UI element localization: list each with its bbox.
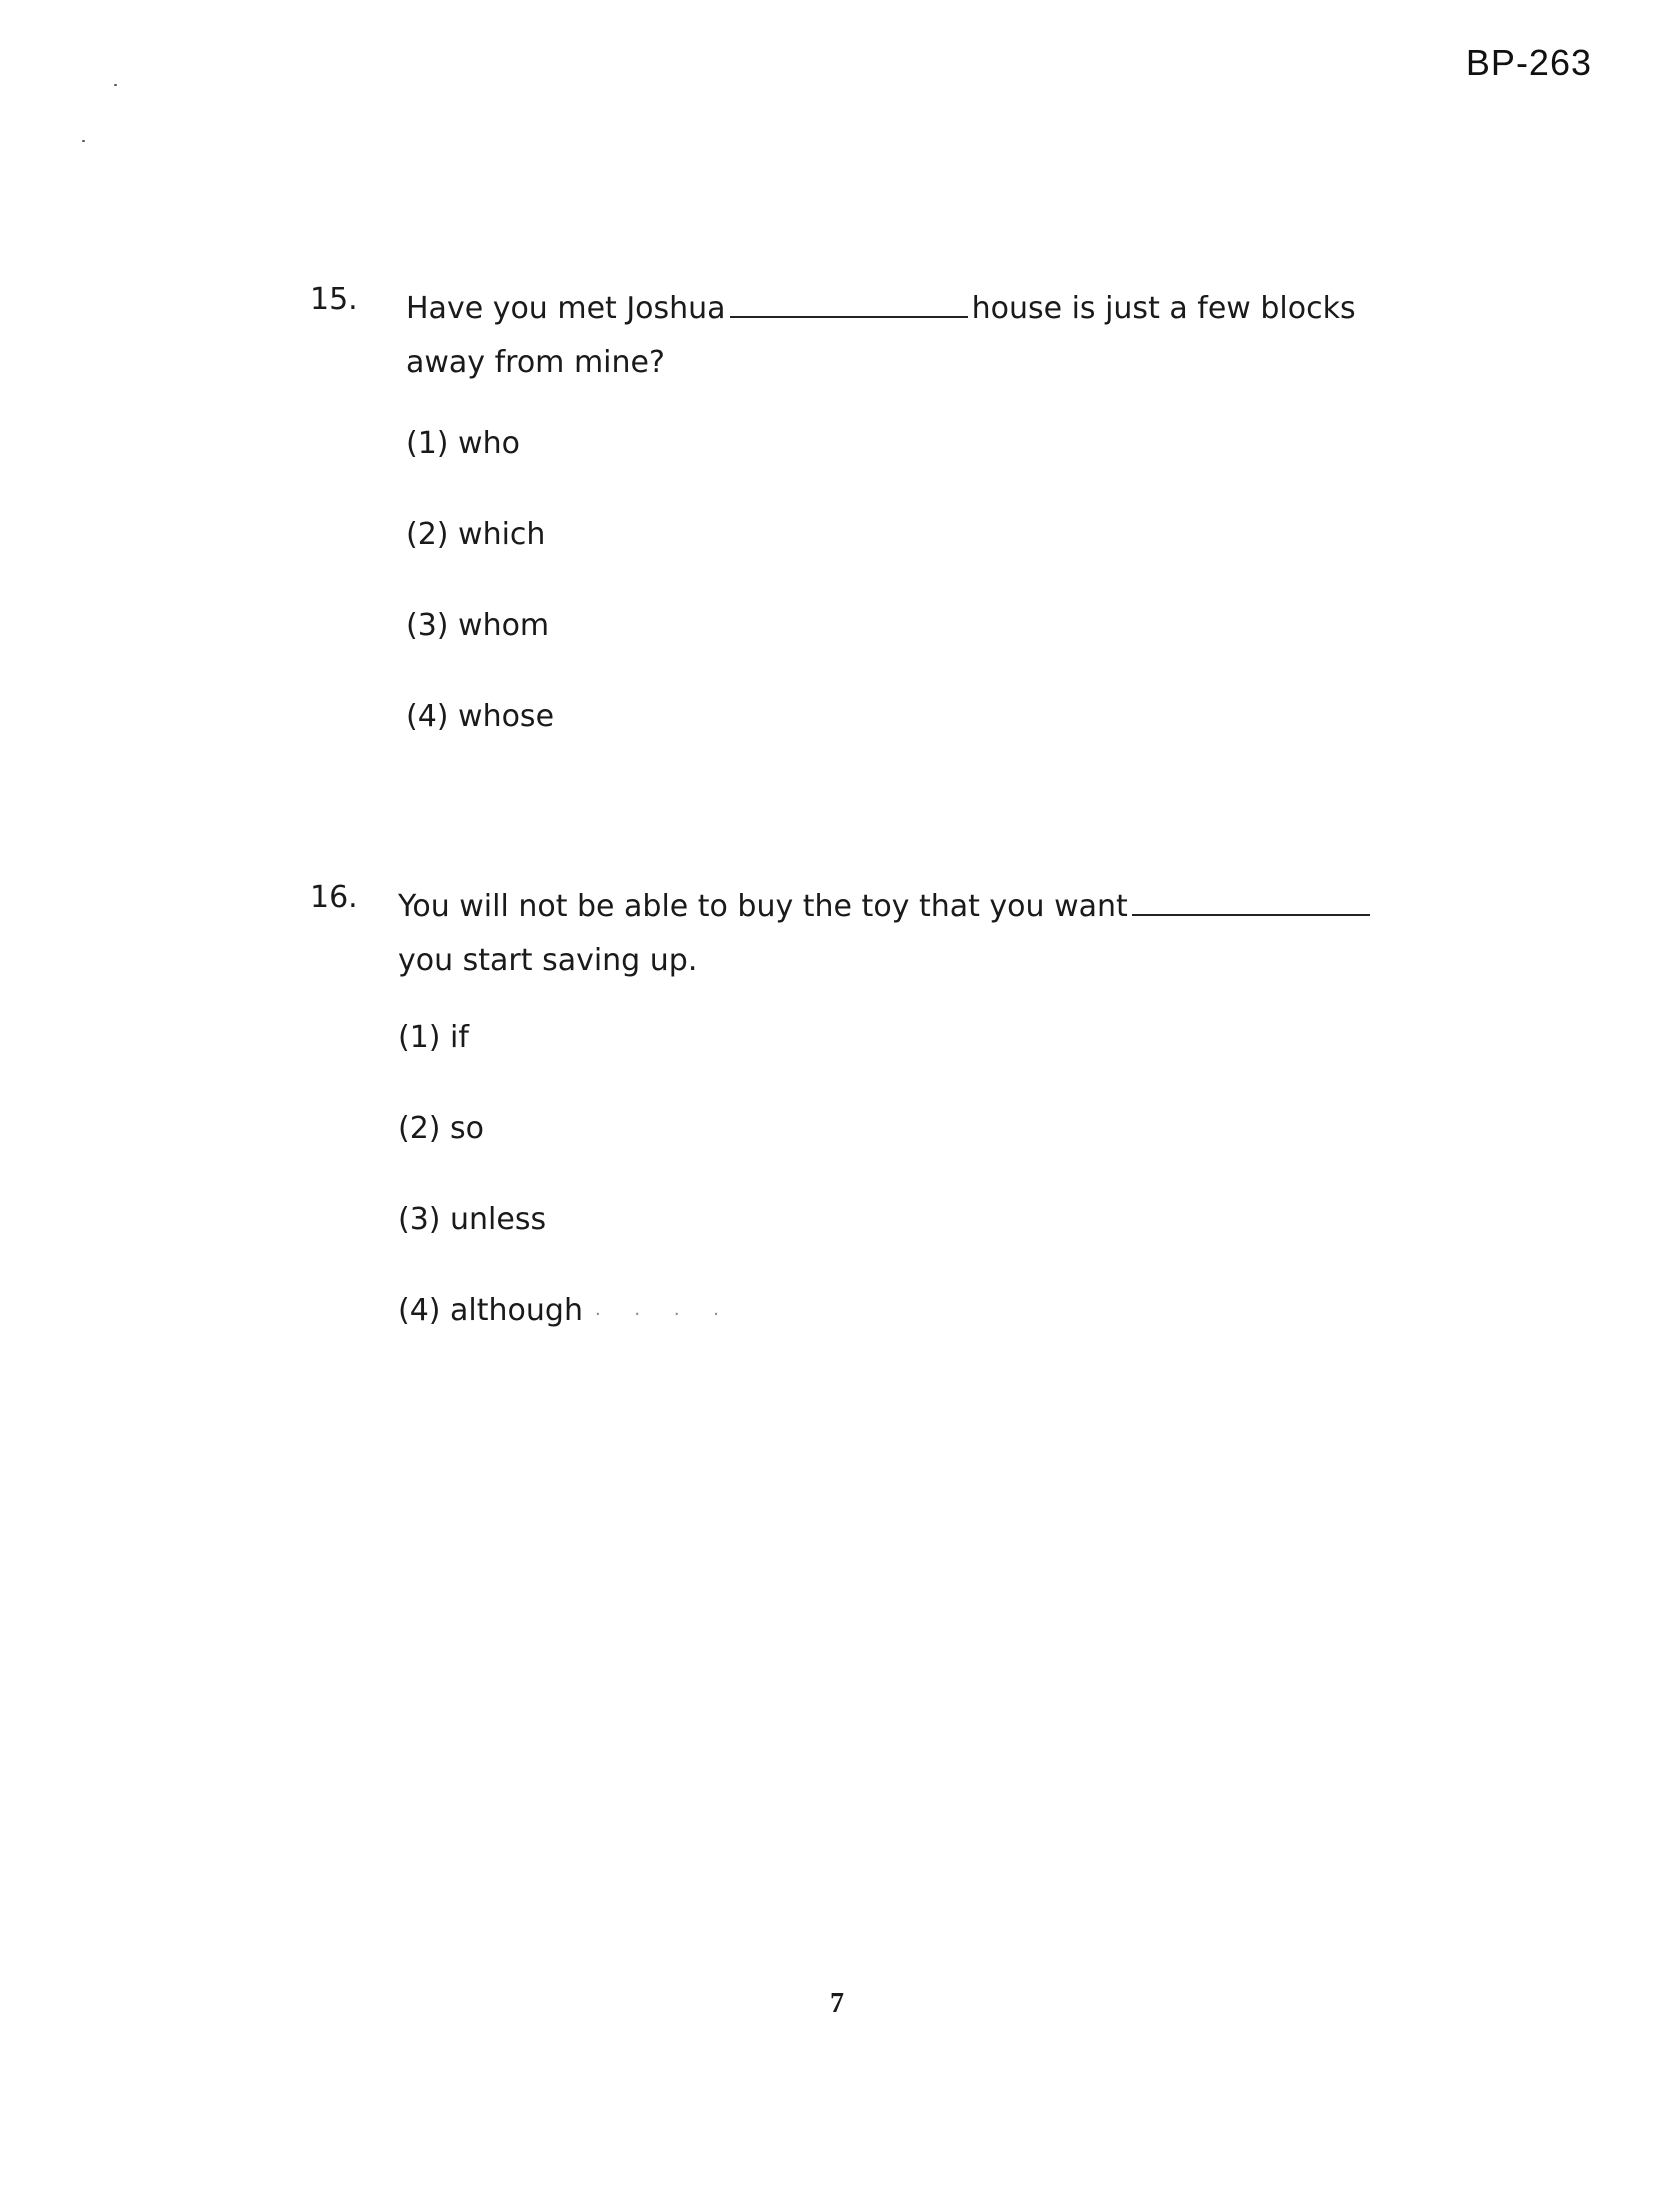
option-4: (4) whose [406,699,555,734]
option-1: (1) who [406,426,520,461]
answer-blank [1132,888,1370,916]
option-4-row [398,1291,733,1382]
option-3: (3) whom [406,608,550,643]
option-4: (4) although [398,1293,583,1328]
option-2: (2) which [406,517,546,552]
question-number: 15. [310,282,358,317]
option-2: (2) so [398,1111,485,1146]
question-text [406,282,1436,390]
document-code: BP-263 [1465,42,1592,83]
question-text-before: You will not be able to buy the toy that you want [398,889,1128,924]
answer-blank [730,290,968,318]
scan-speck [82,140,85,142]
option-3: (3) unless [398,1202,547,1237]
question-number: 16. [310,880,358,915]
options-list [406,424,554,788]
question-text [398,880,1428,988]
option-1: (1) if [398,1020,469,1055]
options-list [398,1018,733,1382]
scan-speck [114,84,117,86]
page-number: 7 [830,1988,844,2019]
question-text-before: Have you met Joshua [406,291,726,326]
scan-dots: · · · · [594,1304,734,1325]
question-text-after: house is just a few blocks away from mine? [406,291,1356,380]
question-text-after: you start saving up. [398,943,698,978]
